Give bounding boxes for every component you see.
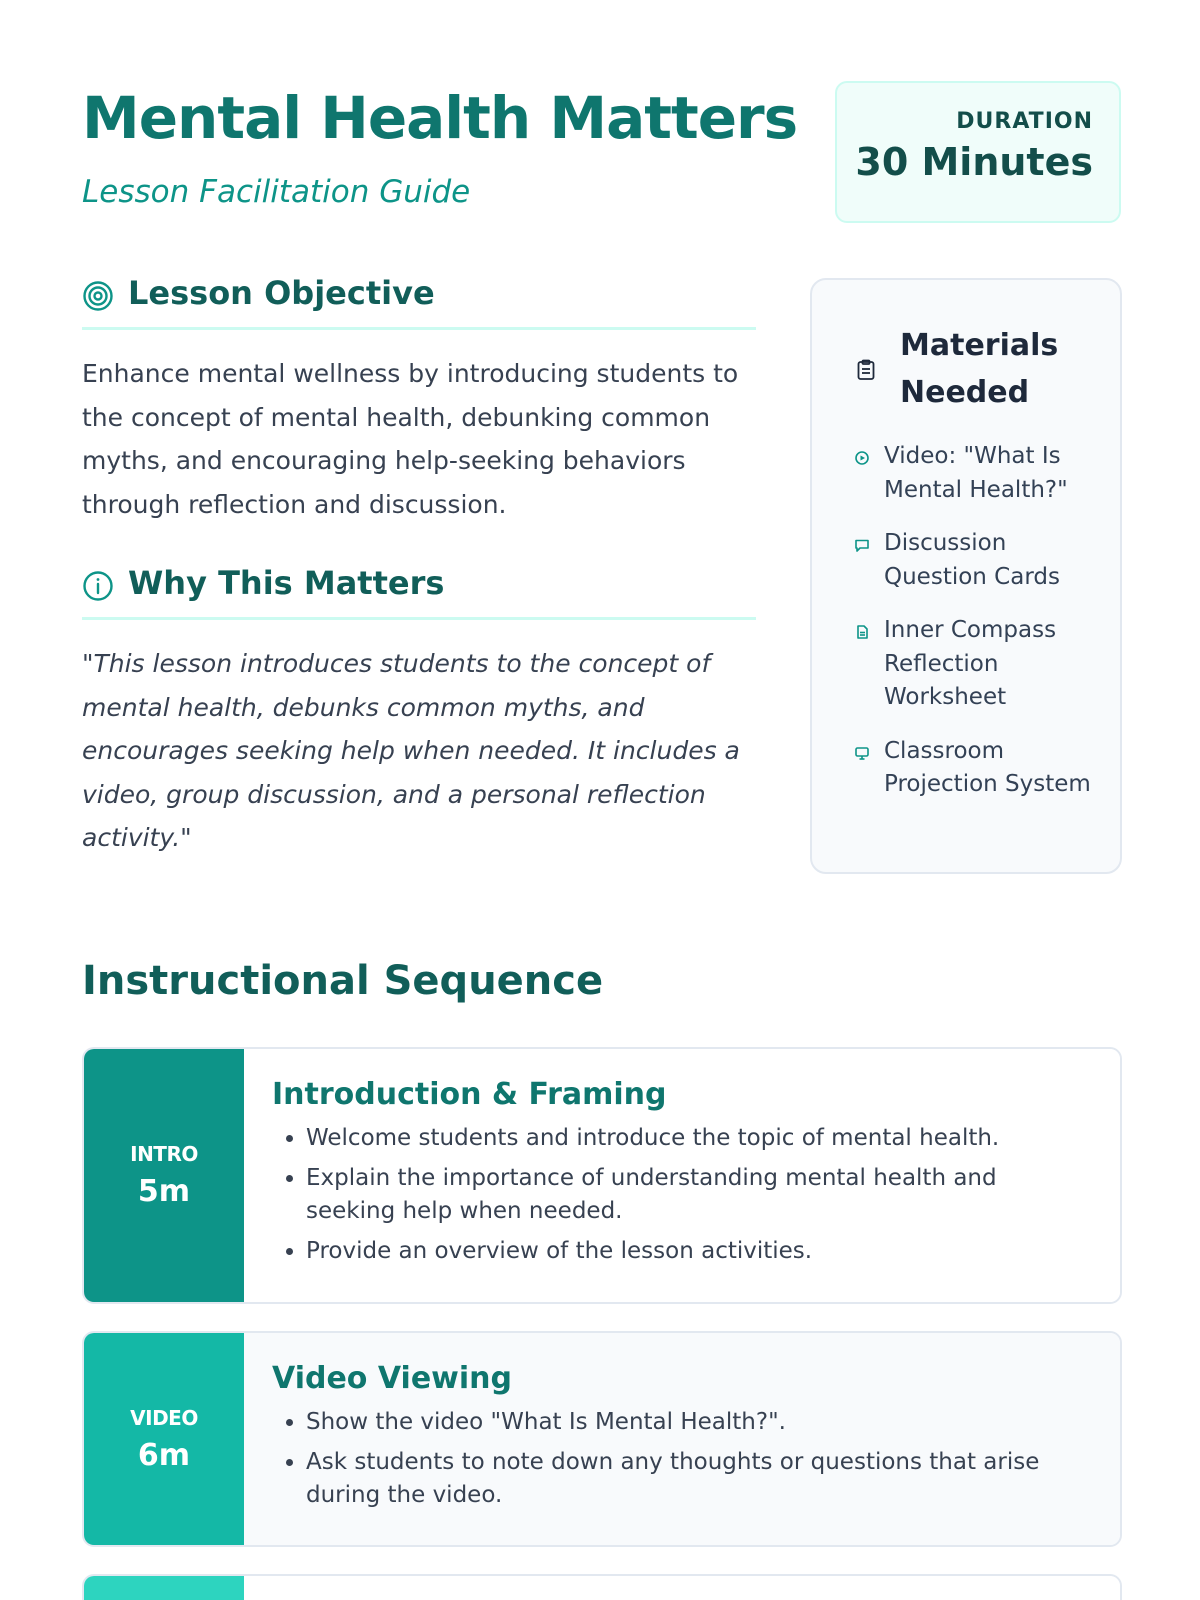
step-bullets xyxy=(272,1122,1090,1268)
clipboard-icon xyxy=(854,358,878,382)
chat-icon xyxy=(854,537,870,553)
material-item xyxy=(854,735,1104,802)
step-content xyxy=(244,1333,1120,1545)
play-icon xyxy=(854,450,870,466)
step-tag: VIDEO xyxy=(130,1405,198,1430)
materials-heading: Materials Needed xyxy=(900,328,1059,410)
step-time-badge xyxy=(84,1333,244,1545)
monitor-icon xyxy=(854,745,870,761)
step-bullet: • Explain the importance of understanding mental health and seeking help when needed. xyxy=(306,1162,1090,1229)
duration-label: DURATION xyxy=(956,109,1093,134)
document-icon xyxy=(854,624,870,640)
step-bullet: • Show the video "What Is Mental Health?". xyxy=(306,1406,1090,1440)
step-duration: 5m xyxy=(137,1174,191,1209)
material-label: Classroom Projection System xyxy=(884,737,1091,797)
why-section-header xyxy=(82,562,756,620)
step-duration: 6m xyxy=(137,1437,191,1473)
step-time-badge xyxy=(84,1576,244,1600)
why-heading: Why This Matters xyxy=(128,564,445,602)
step-content xyxy=(244,1049,1120,1302)
page-subtitle: Lesson Facilitation Guide xyxy=(82,174,471,210)
info-icon xyxy=(82,570,114,602)
step-bullet: • Welcome students and introduce the topic of mental health. xyxy=(306,1122,1090,1156)
step-content xyxy=(244,1576,1120,1600)
sequence-heading: Instructional Sequence xyxy=(82,958,604,1004)
step-bullet: • Provide an overview of the lesson activities. xyxy=(306,1235,1090,1269)
why-text: "This lesson introduces students to the concept of mental health, debunks common myths, and encourages seeking help when needed. It includes a video, group discussion, and a personal reflection activity." xyxy=(82,649,740,852)
material-label: Video: "What Is Mental Health?" xyxy=(884,443,1068,503)
step-bullet: • Ask students to note down any thoughts or questions that arise during the video. xyxy=(306,1446,1090,1513)
page-title: Mental Health Matters xyxy=(82,84,798,152)
step-tag: INTRO xyxy=(130,1142,198,1166)
step-bullets xyxy=(272,1406,1090,1513)
objective-section-header xyxy=(82,272,756,330)
step-title: Video Viewing xyxy=(272,1361,512,1396)
sequence-step xyxy=(82,1574,1122,1600)
objective-heading: Lesson Objective xyxy=(128,274,435,312)
duration-value: 30 Minutes xyxy=(855,140,1093,184)
material-label: Discussion Question Cards xyxy=(884,530,1060,590)
sequence-step xyxy=(82,1047,1122,1304)
material-label: Inner Compass Reflection Worksheet xyxy=(884,617,1057,710)
step-title: Introduction & Framing xyxy=(272,1077,667,1112)
duration-card xyxy=(835,81,1121,223)
target-icon xyxy=(82,280,114,312)
materials-list xyxy=(854,440,1104,822)
material-item xyxy=(854,527,1104,594)
material-item xyxy=(854,440,1104,507)
objective-text: Enhance mental wellness by introducing students to the concept of mental health, debunking common myths, and encouraging help-seeking behaviors through reflection and discussion. xyxy=(82,359,739,519)
step-time-badge xyxy=(84,1049,244,1302)
sequence-step xyxy=(82,1331,1122,1547)
materials-card xyxy=(810,278,1122,874)
material-item xyxy=(854,614,1104,715)
header xyxy=(82,78,1122,228)
